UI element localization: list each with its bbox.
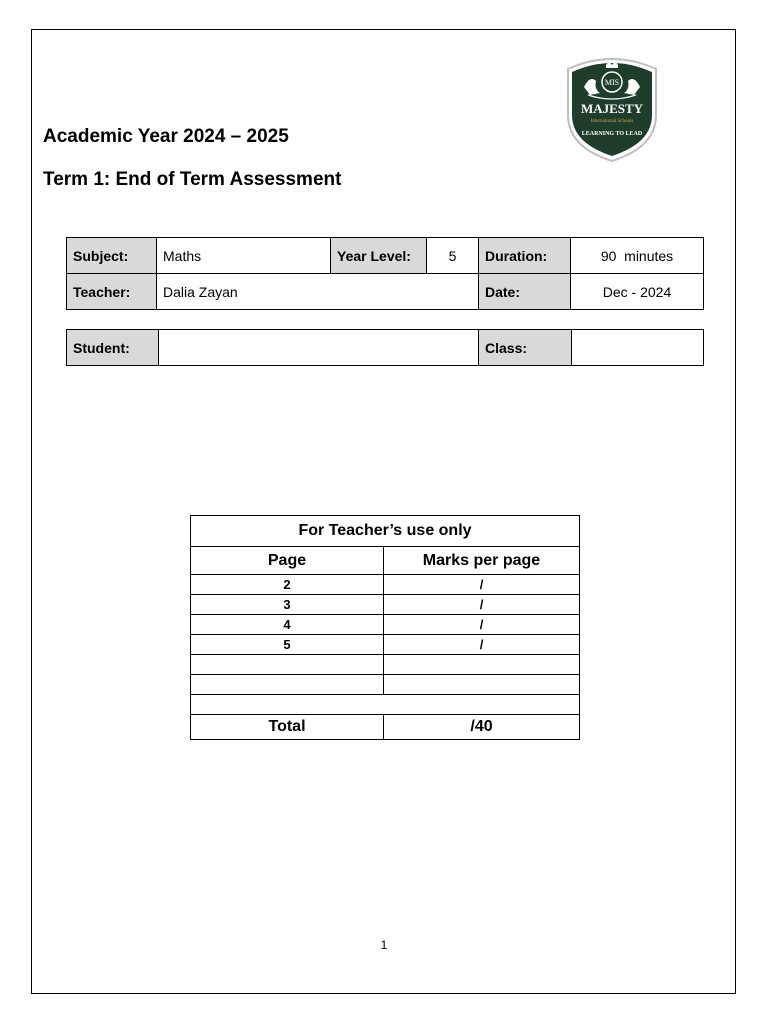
logo-subtitle: International Schools xyxy=(590,119,634,124)
table-row xyxy=(191,675,580,695)
page-cell xyxy=(191,675,384,695)
marks-cell xyxy=(384,655,580,675)
page-cell: 3 xyxy=(191,595,384,615)
duration-label: Duration: xyxy=(479,238,571,274)
table-row xyxy=(191,635,580,655)
table-row xyxy=(191,655,580,675)
page-cell: 2 xyxy=(191,575,384,595)
table-row xyxy=(191,595,580,615)
student-label: Student: xyxy=(67,330,159,366)
logo-motto: LEARNING TO LEAD xyxy=(581,131,643,137)
subject-label: Subject: xyxy=(67,238,157,274)
logo-initials: MIS xyxy=(604,78,620,87)
total-value: /40 xyxy=(384,715,580,740)
table-row xyxy=(191,615,580,635)
page-number: 1 xyxy=(380,938,388,952)
marks-cell: / xyxy=(384,595,580,615)
teacher-label: Teacher: xyxy=(67,274,157,310)
marks-cell xyxy=(384,675,580,695)
marks-table xyxy=(190,515,580,740)
year-level-label: Year Level: xyxy=(331,238,427,274)
term-heading: Term 1: End of Term Assessment xyxy=(43,169,342,190)
table-row-merged xyxy=(191,695,580,715)
marks-cell: / xyxy=(384,575,580,595)
marks-table-title: For Teacher’s use only xyxy=(191,516,580,547)
page-cell: 5 xyxy=(191,635,384,655)
school-logo xyxy=(562,55,662,163)
class-label: Class: xyxy=(479,330,572,366)
total-row xyxy=(191,715,580,740)
marks-column-header: Marks per page xyxy=(384,547,580,575)
duration-value: 90 minutes xyxy=(571,238,704,274)
page-column-header: Page xyxy=(191,547,384,575)
marks-cell: / xyxy=(384,635,580,655)
student-info-table xyxy=(66,329,704,366)
empty-merged-cell xyxy=(191,695,580,715)
year-level-value: 5 xyxy=(427,238,479,274)
assessment-info-table xyxy=(66,237,704,310)
class-field[interactable] xyxy=(572,330,704,366)
page-cell xyxy=(191,655,384,675)
logo-name: MAJESTY xyxy=(580,101,644,116)
date-value: Dec - 2024 xyxy=(571,274,704,310)
table-row xyxy=(191,575,580,595)
page-cell: 4 xyxy=(191,615,384,635)
date-label: Date: xyxy=(479,274,571,310)
marks-cell: / xyxy=(384,615,580,635)
student-field[interactable] xyxy=(159,330,479,366)
academic-year-heading: Academic Year 2024 – 2025 xyxy=(43,126,289,147)
teacher-value: Dalia Zayan xyxy=(157,274,479,310)
subject-value: Maths xyxy=(157,238,331,274)
total-label: Total xyxy=(191,715,384,740)
